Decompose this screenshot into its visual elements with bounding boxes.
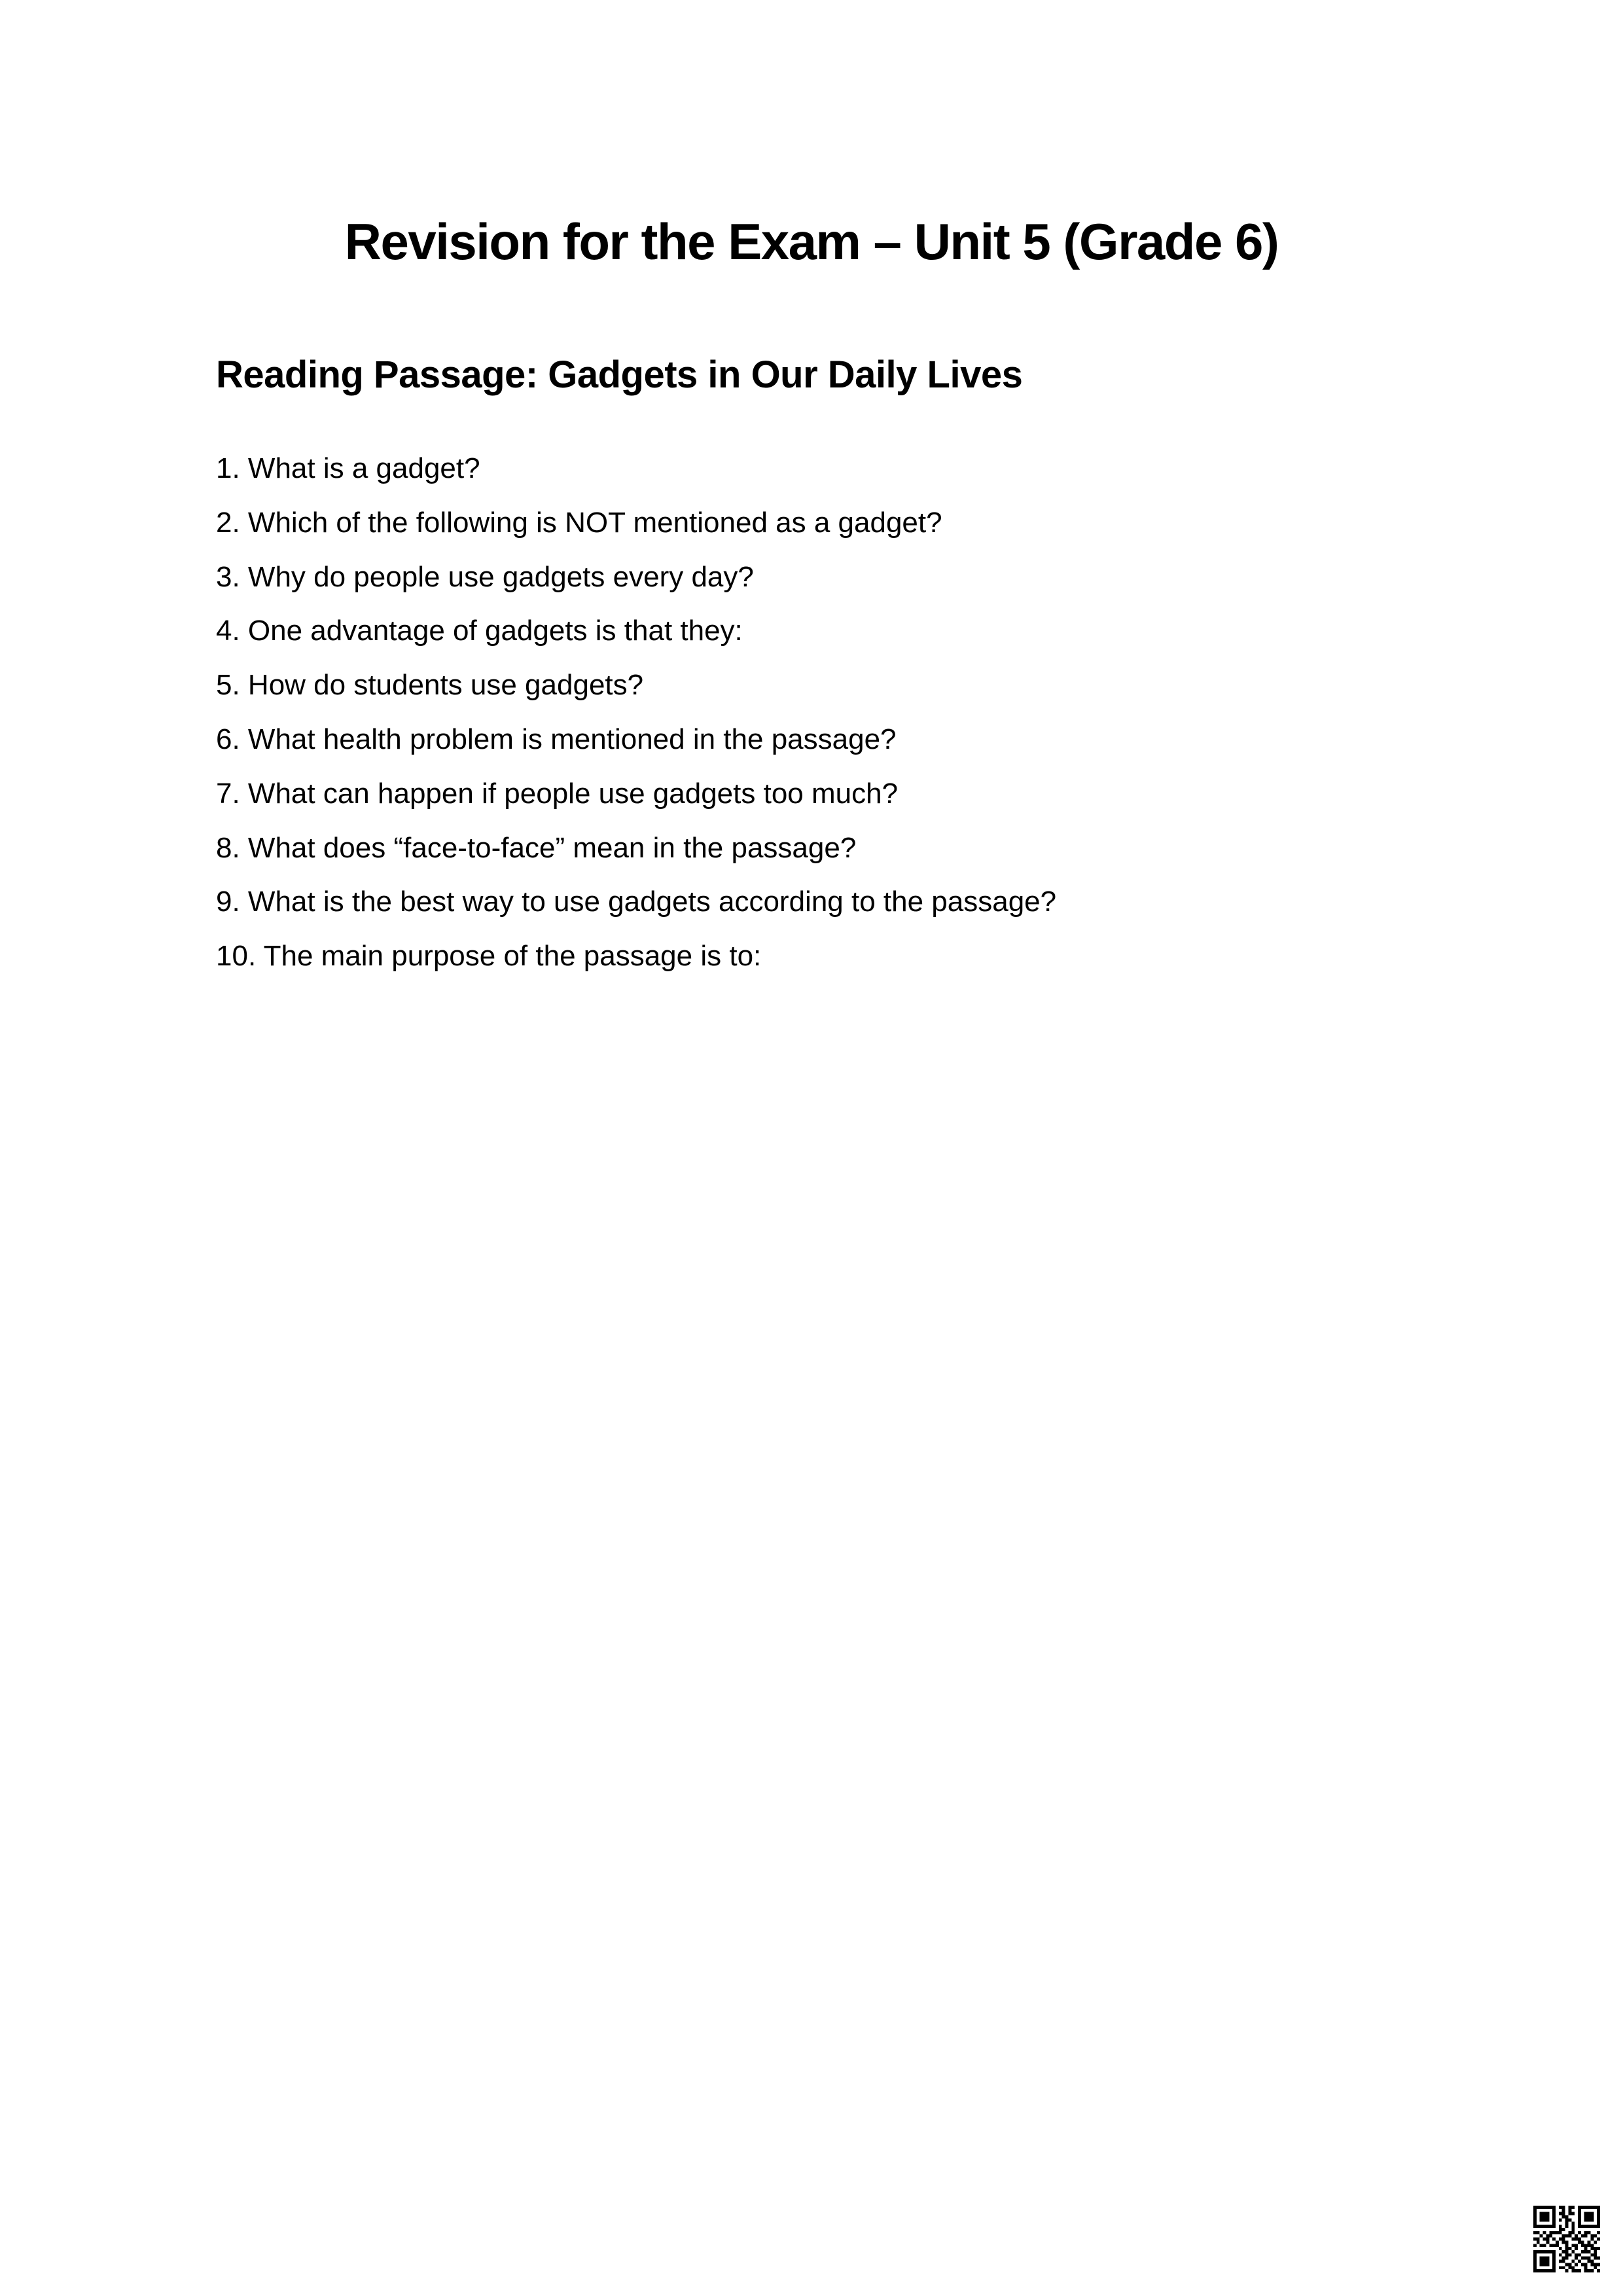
question-item: 9. What is the best way to use gadgets according to the passage? [216,886,1057,918]
question-item: 7. What can happen if people use gadgets too much? [216,777,899,810]
section-heading: Reading Passage: Gadgets in Our Daily Lives [216,353,1023,396]
question-item: 3. Why do people use gadgets every day? [216,560,754,593]
page-title: Revision for the Exam – Unit 5 (Grade 6) [344,213,1279,270]
question-item: 2. Which of the following is NOT mentioned as a gadget? [216,506,942,539]
question-item: 8. What does “face-to-face” mean in the passage? [216,831,857,864]
question-list [216,442,1492,984]
qr-code-icon [1533,2206,1600,2272]
question-item: 5. How do students use gadgets? [216,669,644,702]
question-item: 1. What is a gadget? [216,452,480,484]
question-item: 10. The main purpose of the passage is to: [216,940,762,973]
question-item: 4. One advantage of gadgets is that they: [216,615,743,647]
question-item: 6. What health problem is mentioned in the passage? [216,723,897,755]
